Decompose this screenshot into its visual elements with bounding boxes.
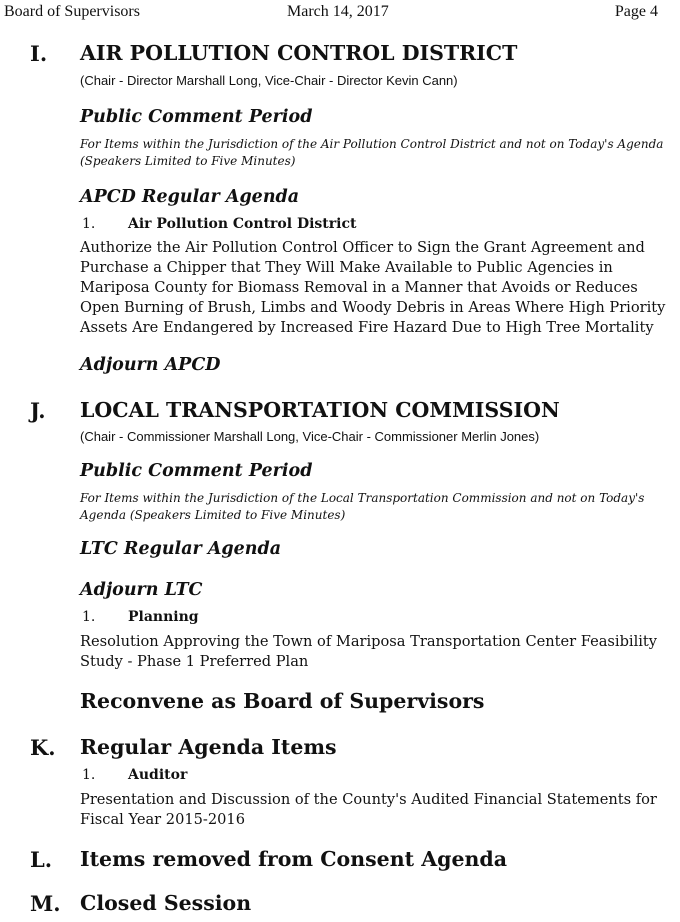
- section-i-public-comment-note: For Items within the Jurisdiction of the Air Pollution Control District and not on Today's Agenda (Speakers Limited to Five Minutes): [80, 137, 664, 168]
- header-board-name: Board of Supervisors: [4, 3, 140, 20]
- section-k-item-number: 1.: [82, 767, 96, 783]
- section-k-item-title: Auditor: [128, 767, 188, 783]
- section-i-adjourn: Adjourn APCD: [80, 355, 221, 375]
- section-l-title: Items removed from Consent Agenda: [80, 847, 508, 871]
- section-m-letter: M.: [30, 891, 61, 916]
- section-l-letter: L.: [30, 847, 53, 872]
- section-i-title: AIR POLLUTION CONTROL DISTRICT: [80, 41, 518, 65]
- section-j-adjourn: Adjourn LTC: [80, 580, 203, 600]
- section-k-letter: K.: [30, 735, 56, 760]
- section-i-public-comment: Public Comment Period: [80, 107, 313, 127]
- section-k-title: Regular Agenda Items: [80, 735, 337, 759]
- header-date: March 14, 2017: [287, 3, 389, 20]
- section-i-item-body: Authorize the Air Pollution Control Officer to Sign the Grant Agreement and Purchase a Chipper that They Will Make Available to Public Agencies in Mariposa County for Biomass Removal in a Manner that Avoids or Reduces Open Burning of Brush, Limbs and Woody Debris in Areas Where High Priority Assets Are Endangered by Increased Fire Hazard Due to High Tree Mortality: [80, 239, 666, 336]
- section-i-letter: I.: [30, 41, 48, 66]
- section-j-letter: J.: [30, 398, 46, 423]
- section-j-public-comment: Public Comment Period: [80, 461, 313, 481]
- section-i-item-number: 1.: [82, 216, 96, 232]
- section-i-item-title: Air Pollution Control District: [128, 216, 357, 232]
- section-i-chair: (Chair - Director Marshall Long, Vice-Chair - Director Kevin Cann): [80, 73, 458, 88]
- header-page-number: Page 4: [614, 3, 658, 20]
- section-j-item-number: 1.: [82, 609, 96, 625]
- section-j-item-body: Resolution Approving the Town of Mariposa Transportation Center Feasibility Study - Phase 1 Preferred Plan: [80, 633, 658, 670]
- section-k-item-body: Presentation and Discussion of the County's Audited Financial Statements for Fiscal Year 2015-2016: [80, 791, 657, 828]
- reconvene-heading: Reconvene as Board of Supervisors: [80, 689, 485, 713]
- section-j-chair: (Chair - Commissioner Marshall Long, Vice-Chair - Commissioner Merlin Jones): [80, 429, 540, 444]
- section-j-regular-agenda: LTC Regular Agenda: [80, 539, 282, 559]
- section-j-item-title: Planning: [128, 609, 199, 625]
- section-j-title: LOCAL TRANSPORTATION COMMISSION: [80, 398, 560, 422]
- section-j-public-comment-note: For Items within the Jurisdiction of the Local Transportation Commission and not on Today's Agenda (Speakers Limited to Five Minutes): [80, 491, 645, 522]
- section-i-regular-agenda: APCD Regular Agenda: [80, 187, 300, 207]
- section-m-title: Closed Session: [80, 891, 252, 915]
